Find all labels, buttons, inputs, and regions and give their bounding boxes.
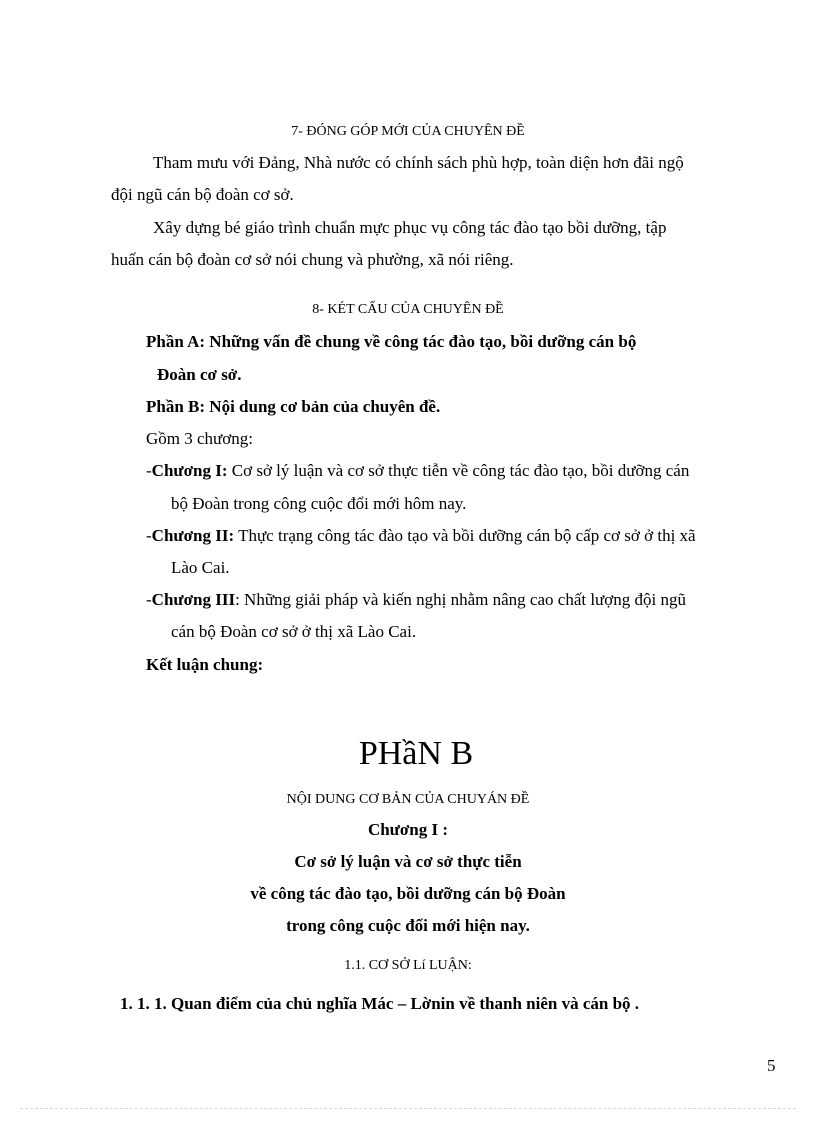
chapter-1-title-line-1: Cơ sở lý luận và cơ sở thực tiễn xyxy=(294,852,522,871)
section-7-heading: 7- ĐÓNG GÓP MỚI CỦA CHUYÊN ĐỀ xyxy=(291,124,525,139)
part-b-subtitle: NỘI DUNG CƠ BẢN CỦA CHUYÁN ĐỀ xyxy=(286,792,530,807)
page-number: 5 xyxy=(767,1056,776,1075)
chapter-3-line-2: cán bộ Đoàn cơ sở ở thị xã Lào Cai. xyxy=(171,622,417,641)
chapter-1-heading: Chương I : xyxy=(367,820,449,839)
chapter-1-label: Chương I: xyxy=(151,461,228,480)
chapter-2-label: Chương II: xyxy=(151,526,235,545)
part-b-title: PHầN B xyxy=(358,735,474,772)
chapter-2-text: Thực trạng công tác đào tạo và bồi dưỡng cán bộ cấp cơ sở ở thị xã xyxy=(238,526,696,545)
chapter-1-item xyxy=(146,462,689,479)
chapter-1-line-2: bộ Đoàn trong công cuộc đổi mới hôm nay. xyxy=(171,494,467,513)
chapter-3-dash: - xyxy=(146,590,152,609)
part-b-line: Phần B: Nội dung cơ bản của chuyên đề. xyxy=(146,397,441,416)
chapters-intro: Gồm 3 chương: xyxy=(146,429,253,448)
section-7-paragraph-2-line-1: Xây dựng bé giáo trình chuẩn mực phục vụ công tác đào tạo bồi dưỡng, tập xyxy=(153,218,667,237)
chapter-1-title-line-3: trong công cuộc đổi mới hiện nay. xyxy=(286,916,530,935)
conclusion-line: Kết luận chung: xyxy=(146,655,264,674)
chapter-3-text: : Những giải pháp và kiến nghị nhằm nâng cao chất lượng đội ngũ xyxy=(235,590,686,609)
section-1-1-1-heading: 1. 1. 1. Quan điểm của chủ nghĩa Mác – Lờnin về thanh niên và cán bộ . xyxy=(120,994,640,1013)
section-7-paragraph-2-line-2: huấn cán bộ đoàn cơ sở nói chung và phường, xã nói riêng. xyxy=(111,250,514,269)
chapter-1-dash: - xyxy=(146,461,152,480)
chapter-3-item xyxy=(146,591,686,608)
part-a-line-1: Phần A: Những vấn đề chung về công tác đào tạo, bồi dưỡng cán bộ xyxy=(146,332,637,351)
section-8-heading: 8- KÉT CẤU CỦA CHUYÊN ĐỀ xyxy=(312,302,504,317)
page-bottom-divider xyxy=(20,1108,796,1109)
section-7-paragraph-1-line-2: đội ngũ cán bộ đoàn cơ sở. xyxy=(111,185,294,204)
chapter-2-item xyxy=(146,527,696,544)
chapter-3-label: Chương III xyxy=(151,590,236,609)
chapter-2-dash: - xyxy=(146,526,152,545)
chapter-1-title-line-2: về công tác đào tạo, bồi dưỡng cán bộ Đoàn xyxy=(250,884,566,903)
section-7-paragraph-1-line-1: Tham mưu với Đảng, Nhà nước có chính sách phù hợp, toàn diện hơn đãi ngộ xyxy=(153,153,684,172)
chapter-2-line-2: Lào Cai. xyxy=(171,558,230,577)
section-1-1-heading: 1.1. CƠ SỞ Lí LUẬN: xyxy=(344,958,472,973)
chapter-1-text: Cơ sở lý luận và cơ sở thực tiễn về công tác đào tạo, bồi dưỡng cán xyxy=(231,461,690,480)
part-a-line-2: Đoàn cơ sở. xyxy=(157,365,242,384)
